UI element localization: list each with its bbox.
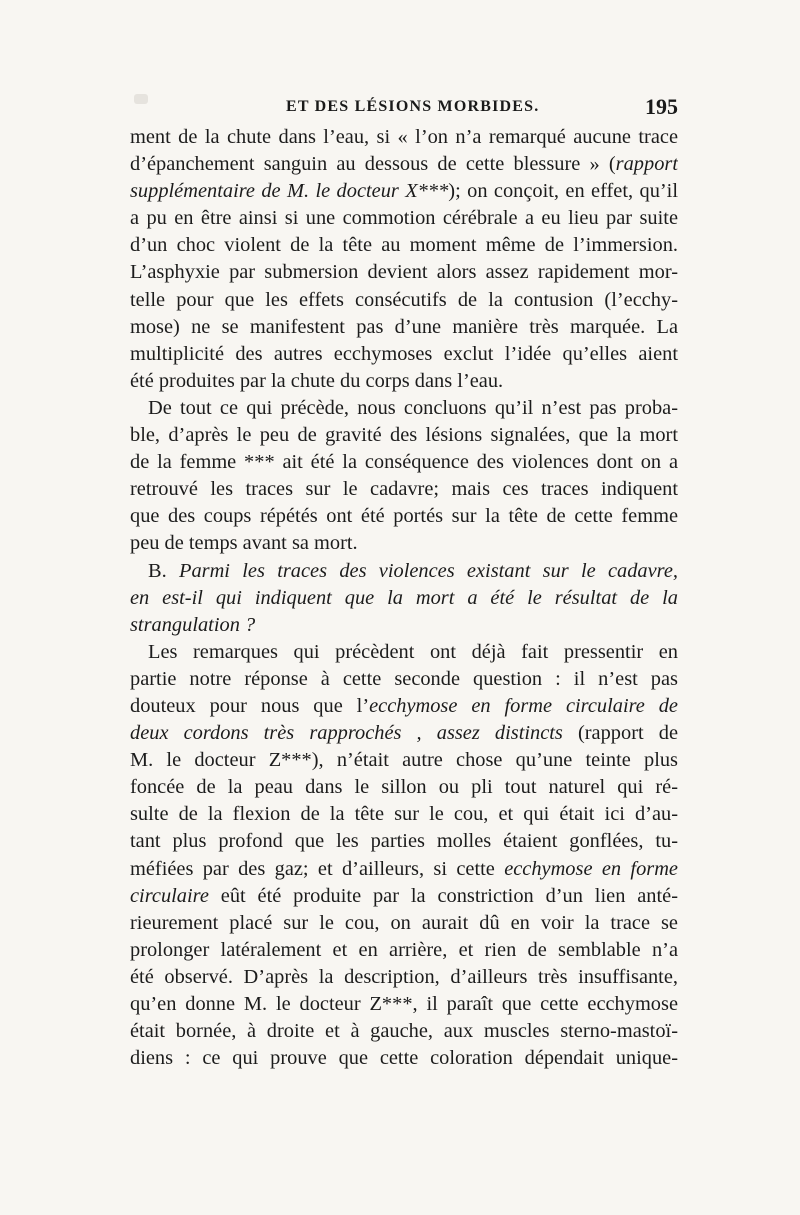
line-segment: de la femme *** ait été la conséquence des violences dont on a [130,451,678,474]
italic-segment: circulaire [130,884,209,907]
line-segment: multiplicité des autres ecchymoses exclut l’idée qu’elles aient [130,342,678,365]
line-segment: méfiées par des gaz; et d’ailleurs, si cette [130,857,505,880]
line-segment: M. le docteur Z***), n’était autre chose qu’une teinte plus [130,749,678,772]
italic-segment: strangulation ? [130,613,256,636]
text-line [130,856,678,883]
italic-segment: rapport [615,153,678,176]
text-line [130,368,678,395]
line-segment: rieurement placé sur le cou, on aurait dû en voir la trace se [130,911,678,934]
line-segment: ment de la chute dans l’eau, si « l’on n’a remarqué aucune trace [130,126,678,148]
line-segment: été observé. D’après la description, d’ailleurs très insuffisante, [130,965,678,988]
text-line [130,449,678,476]
text-line [130,124,678,151]
italic-segment: ecchymose en forme [504,857,678,880]
text-line [130,693,678,720]
text-line [130,178,678,205]
line-segment: prolonger latéralement et en arrière, et rien de semblable n’a [130,938,678,961]
line-segment: diens : ce qui prouve que cette coloration dépendait unique- [130,1047,678,1070]
line-segment: L’asphyxie par submersion devient alors assez rapidement mor- [130,261,678,284]
text-line [130,883,678,910]
text-line [130,1018,678,1045]
italic-segment: Parmi les traces des violences existant sur le cadavre, [179,559,678,582]
text-line [130,151,678,178]
text-line [130,205,678,232]
line-segment: ble, d’après le peu de gravité des lésions signalées, que la mort [130,424,678,447]
page-number: 195 [645,94,678,119]
text-line [130,558,678,585]
line-segment: partie notre réponse à cette seconde question : il n’est pas [130,667,678,690]
text-line [130,774,678,801]
text-line [130,964,678,991]
line-segment: retrouvé les traces sur le cadavre; mais ces traces indiquent [130,478,678,501]
line-segment: été produites par la chute du corps dans l’eau. [130,369,504,392]
line-segment: d’un choc violent de la tête au moment même de l’immersion. [130,234,678,257]
line-segment: a pu en être ainsi si une commotion cérébrale a eu lieu par suite [130,207,678,230]
italic-segment: ecchymose en forme circulaire de [369,694,678,717]
text-line [130,314,678,341]
line-segment: Les remarques qui précèdent ont déjà fait pressentir en [148,640,678,663]
line-segment: sulte de la flexion de la tête sur le cou, et qui était ici d’au- [130,803,678,826]
text-line [130,395,678,422]
text-line [130,503,678,530]
text-line [130,937,678,964]
text-line [130,530,678,557]
text-line [130,910,678,937]
text-line [130,422,678,449]
running-title: ET DES LÉSIONS MORBIDES. [286,98,540,115]
text-line [130,287,678,314]
text-line [130,585,678,612]
text-line [130,476,678,503]
line-segment: était bornée, à droite et à gauche, aux muscles sterno-mastoï- [130,1020,678,1043]
text-line [130,666,678,693]
text-line [130,1045,678,1072]
line-segment: (rapport de [562,722,678,745]
italic-segment: supplémentaire de M. le docteur X*** [130,180,449,203]
text-line [130,341,678,368]
line-segment: B. [148,559,179,582]
text-line [130,801,678,828]
line-segment: telle pour que les effets consécutifs de la contusion (l’ecchy- [130,288,678,311]
line-segment: peu de temps avant sa mort. [130,532,358,555]
text-line [130,991,678,1018]
line-segment: mose) ne se manifestent pas d’une manière très marquée. La [130,315,678,338]
body-text [130,124,678,1072]
line-segment: ); on conçoit, en effet, qu’il [448,180,678,203]
line-segment: douteux pour nous que l’ [130,694,370,717]
text-line [130,639,678,666]
line-segment: foncée de la peau dans le sillon ou pli tout naturel qui ré- [130,776,678,799]
text-line [130,232,678,259]
italic-segment: deux cordons très rapprochés , assez distincts [130,722,563,745]
italic-segment: en est-il qui indiquent que la mort a été le résultat de la [130,586,678,609]
line-segment: eût été produite par la constriction d’un lien anté- [208,884,678,907]
line-segment: d’épanchement sanguin au dessous de cette blessure » ( [130,153,616,176]
text-line [130,828,678,855]
line-segment: que des coups répétés ont été portés sur la tête de cette femme [130,505,678,528]
text-line [130,747,678,774]
text-line [130,720,678,747]
text-line [130,259,678,286]
text-line [130,612,678,639]
line-segment: De tout ce qui précède, nous concluons qu’il n’est pas proba- [148,396,678,419]
line-segment: tant plus profond que les parties molles étaient gonflées, tu- [130,830,678,853]
line-segment: qu’en donne M. le docteur Z***, il paraît que cette ecchymose [130,993,678,1015]
page-header [130,94,686,122]
